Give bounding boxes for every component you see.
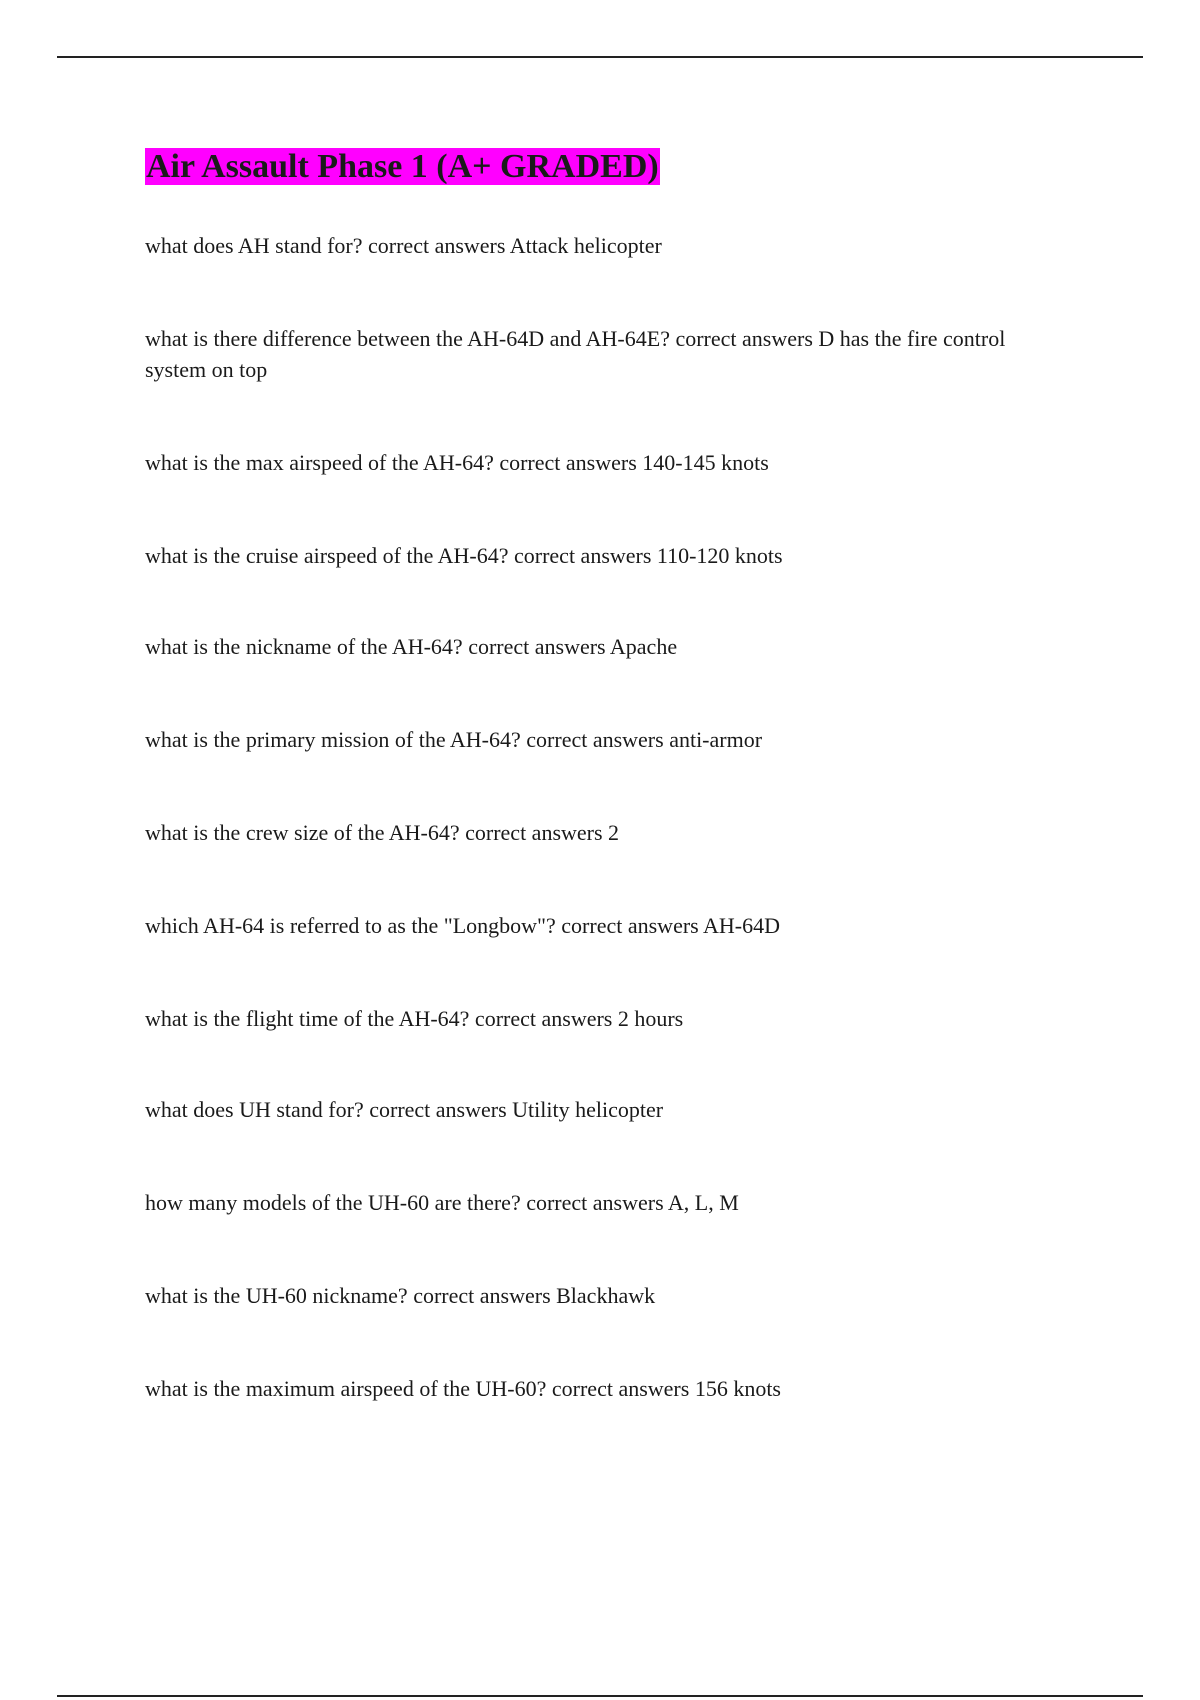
qa-entry: how many models of the UH-60 are there? correct answers A, L, M bbox=[145, 1190, 739, 1215]
qa-entry: what is the cruise airspeed of the AH-64? correct answers 110-120 knots bbox=[145, 543, 783, 568]
qa-entry: what is the nickname of the AH-64? correct answers Apache bbox=[145, 634, 678, 659]
qa-entry: what is the maximum airspeed of the UH-60? correct answers 156 knots bbox=[145, 1376, 781, 1401]
qa-entry: what is the flight time of the AH-64? correct answers 2 hours bbox=[145, 1006, 684, 1031]
document-title bbox=[145, 146, 660, 188]
title-highlight: Air Assault Phase 1 (A+ GRADED) bbox=[146, 148, 659, 185]
qa-entry: what is the UH-60 nickname? correct answers Blackhawk bbox=[145, 1283, 656, 1308]
top-rule bbox=[57, 56, 1143, 58]
qa-entry: what is there difference between the AH-64D and AH-64E? correct answers D has the fire control system on top bbox=[145, 326, 1006, 382]
bottom-rule bbox=[57, 1695, 1143, 1697]
qa-entry: what is the primary mission of the AH-64? correct answers anti-armor bbox=[145, 727, 763, 752]
qa-entry: what is the crew size of the AH-64? correct answers 2 bbox=[145, 820, 620, 845]
qa-entry: what does AH stand for? correct answers Attack helicopter bbox=[145, 233, 662, 258]
qa-entry: which AH-64 is referred to as the "Longbow"? correct answers AH-64D bbox=[145, 913, 780, 938]
qa-entry: what is the max airspeed of the AH-64? correct answers 140-145 knots bbox=[145, 450, 769, 475]
qa-entry: what does UH stand for? correct answers Utility helicopter bbox=[145, 1097, 664, 1122]
